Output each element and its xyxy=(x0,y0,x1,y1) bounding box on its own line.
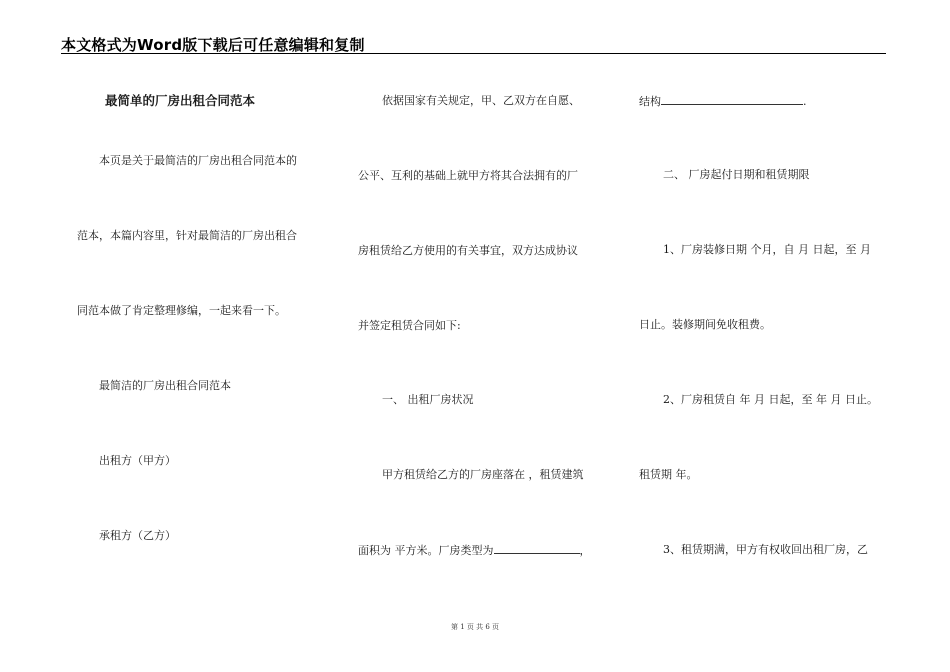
area-line xyxy=(358,543,591,558)
section-1-heading: 一、 出租厂房状况 xyxy=(382,393,474,406)
intro-line-3: 同范本做了肯定整理修编，一起来看一下。 xyxy=(77,304,286,317)
structure-label: 结构 xyxy=(639,95,661,108)
lessee-label: 承租方（乙方） xyxy=(99,529,176,542)
factory-type-blank xyxy=(494,543,580,554)
page-number: 第 1 页 共 6 页 xyxy=(450,623,500,631)
preamble-line-1: 依据国家有关规定，甲、乙双方在自愿、 xyxy=(382,94,580,107)
clause-2-line-1: 2、厂房租赁自 年 月 日起，至 年 月 日止。 xyxy=(663,393,878,406)
document-title: 最简单的厂房出租合同范本 xyxy=(105,93,256,108)
clause-2-line-2: 租赁期 年。 xyxy=(639,468,698,481)
clause-1-line-1: 1、厂房装修日期 个月，自 月 日起，至 月 xyxy=(663,243,871,256)
preamble-line-3: 房租赁给乙方使用的有关事宜，双方达成协议 xyxy=(358,244,578,257)
structure-blank xyxy=(661,94,803,105)
structure-end: . xyxy=(803,95,807,108)
intro-line-2: 范本，本篇内容里，针对最简洁的厂房出租合 xyxy=(77,229,297,242)
area-text-end: ， xyxy=(579,544,591,557)
area-text: 面积为 平方米。厂房类型为 xyxy=(358,544,494,557)
contract-name: 最简洁的厂房出租合同范本 xyxy=(99,379,231,392)
intro-line-1: 本页是关于最简洁的厂房出租合同范本的 xyxy=(99,154,297,167)
document-banner: 本文格式为Word版下载后可任意编辑和复制 xyxy=(61,36,365,54)
clause-3-line-1: 3、租赁期满，甲方有权收回出租厂房，乙 xyxy=(663,543,868,556)
location-line: 甲方租赁给乙方的厂房座落在 ，租赁建筑 xyxy=(382,468,584,481)
structure-line xyxy=(639,94,807,109)
preamble-line-4: 并签定租赁合同如下: xyxy=(358,319,461,332)
preamble-line-2: 公平、互利的基础上就甲方将其合法拥有的厂 xyxy=(358,169,578,182)
clause-1-line-2: 日止。装修期间免收租费。 xyxy=(639,318,771,331)
lessor-label: 出租方（甲方） xyxy=(99,454,176,467)
header-divider xyxy=(61,53,886,54)
section-2-heading: 二、 厂房起付日期和租赁期限 xyxy=(663,168,810,181)
